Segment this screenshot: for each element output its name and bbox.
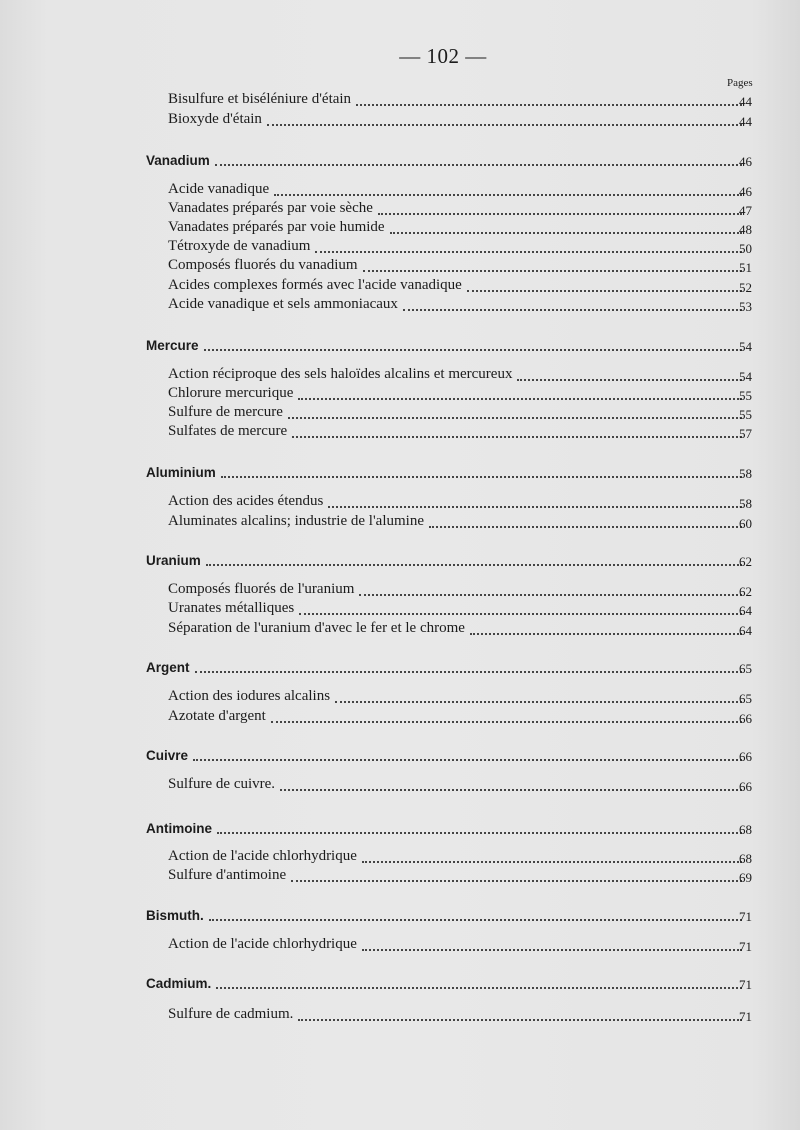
dot-leader	[390, 232, 742, 234]
toc-entry-row	[0, 599, 800, 619]
entry-title: Bisulfure et biséléniure d'étain	[168, 91, 352, 107]
toc-entry-row	[0, 1005, 800, 1025]
toc-section-row	[0, 657, 800, 677]
toc-entry-row	[0, 90, 800, 110]
toc-section-row	[0, 335, 800, 355]
entry-title: Aluminates alcalins; industrie de l'alumine	[168, 513, 424, 529]
dot-leader	[470, 633, 742, 635]
entry-title: Uranates métalliques	[168, 600, 295, 616]
entry-title: Composés fluorés du vanadium	[168, 257, 358, 273]
toc-entry-row	[0, 403, 800, 423]
dot-leader	[215, 164, 742, 166]
page-ref: 62	[739, 584, 752, 599]
toc-entry-row	[0, 619, 800, 639]
page-ref: 64	[739, 623, 752, 638]
dot-leader	[195, 671, 743, 673]
page-ref: 57	[739, 426, 752, 441]
entry-title: Action des acides étendus	[168, 493, 324, 509]
toc-entry-row	[0, 256, 800, 276]
dot-leader	[206, 564, 742, 566]
dot-leader	[216, 987, 742, 989]
page-ref: 69	[739, 870, 752, 885]
dot-leader	[299, 613, 742, 615]
page-ref: 71	[739, 909, 752, 924]
dot-leader	[335, 701, 742, 703]
toc-entry-row	[0, 707, 800, 727]
dot-leader	[328, 506, 742, 508]
toc-section-row	[0, 550, 800, 570]
toc-entry-row	[0, 847, 800, 867]
page-ref: 66	[739, 779, 752, 794]
dot-leader	[517, 379, 742, 381]
toc-entry-row	[0, 237, 800, 257]
page-ref: 44	[739, 94, 752, 109]
entry-title: Séparation de l'uranium d'avec le fer et le chrome	[168, 620, 465, 636]
toc-entry-row	[0, 512, 800, 532]
dot-leader	[271, 721, 742, 723]
page-ref: 44	[739, 114, 752, 129]
toc-section-row	[0, 818, 800, 838]
section-title: Argent	[146, 660, 190, 675]
page-ref: 62	[739, 554, 752, 569]
section-title: Uranium	[146, 553, 201, 568]
dot-leader	[274, 194, 742, 196]
page-ref: 53	[739, 299, 752, 314]
toc-entry-row	[0, 492, 800, 512]
dot-leader	[288, 417, 742, 419]
page-ref: 47	[739, 203, 752, 218]
dot-leader	[362, 861, 742, 863]
entry-title: Sulfates de mercure	[168, 423, 288, 439]
dot-leader	[467, 290, 742, 292]
page-ref: 46	[739, 184, 752, 199]
page-ref: 46	[739, 154, 752, 169]
page-ref: 54	[739, 339, 752, 354]
entry-title: Acides complexes formés avec l'acide vanadique	[168, 277, 462, 293]
page-ref: 58	[739, 466, 752, 481]
page-ref: 64	[739, 603, 752, 618]
toc-entry-row	[0, 580, 800, 600]
entry-title: Sulfure d'antimoine	[168, 867, 287, 883]
dot-leader	[298, 1019, 742, 1021]
section-title: Antimoine	[146, 821, 212, 836]
dot-leader	[204, 349, 742, 351]
toc-section-row	[0, 973, 800, 993]
toc-entry-row	[0, 935, 800, 955]
dot-leader	[209, 919, 742, 921]
page-ref: 65	[739, 691, 752, 706]
page-ref: 66	[739, 749, 752, 764]
page-number: — 102 —	[399, 44, 487, 68]
toc-entry-row	[0, 110, 800, 130]
toc-section-row	[0, 745, 800, 765]
toc-entry-row	[0, 365, 800, 385]
page-ref: 71	[739, 1009, 752, 1024]
dot-leader	[193, 759, 742, 761]
dot-leader	[221, 476, 742, 478]
dot-leader	[267, 124, 742, 126]
dot-leader	[363, 270, 742, 272]
toc-entry-row	[0, 295, 800, 315]
dot-leader	[356, 104, 742, 106]
dot-leader	[378, 213, 742, 215]
page-ref: 71	[739, 977, 752, 992]
page-ref: 51	[739, 260, 752, 275]
entry-title: Sulfure de mercure	[168, 404, 283, 420]
entry-title: Chlorure mercurique	[168, 385, 294, 401]
toc-entry-row	[0, 180, 800, 200]
toc-entry-row	[0, 775, 800, 795]
dot-leader	[280, 789, 742, 791]
toc-entry-row	[0, 866, 800, 886]
entry-title: Acide vanadique et sels ammoniacaux	[168, 296, 398, 312]
entry-title: Azotate d'argent	[168, 708, 266, 724]
dot-leader	[362, 949, 742, 951]
toc-entry-row	[0, 687, 800, 707]
section-title: Mercure	[146, 338, 199, 353]
entry-title: Tétroxyde de vanadium	[168, 238, 311, 254]
pages-column-label: Pages	[727, 77, 753, 89]
page-ref: 52	[739, 280, 752, 295]
page-ref: 58	[739, 496, 752, 511]
entry-title: Action réciproque des sels haloïdes alcalins et mercureux	[168, 366, 513, 382]
section-title: Aluminium	[146, 465, 216, 480]
toc-entry-row	[0, 199, 800, 219]
toc-entry-row	[0, 422, 800, 442]
section-title: Cuivre	[146, 748, 189, 763]
page-ref: 66	[739, 711, 752, 726]
toc-section-row	[0, 905, 800, 925]
toc-entry-row	[0, 384, 800, 404]
dot-leader	[298, 398, 742, 400]
toc-section-row	[0, 462, 800, 482]
section-title: Bismuth.	[146, 908, 204, 923]
entry-title: Acide vanadique	[168, 181, 270, 197]
page-ref: 48	[739, 222, 752, 237]
dot-leader	[292, 436, 742, 438]
page-ref: 68	[739, 851, 752, 866]
toc-entry-row	[0, 218, 800, 238]
entry-title: Bioxyde d'étain	[168, 111, 262, 127]
entry-title: Sulfure de cadmium.	[168, 1006, 294, 1022]
page-ref: 65	[739, 661, 752, 676]
page-ref: 68	[739, 822, 752, 837]
entry-title: Action de l'acide chlorhydrique	[168, 848, 357, 864]
toc-section-row	[0, 150, 800, 170]
entry-title: Action des iodures alcalins	[168, 688, 331, 704]
dot-leader	[359, 594, 742, 596]
page-ref: 60	[739, 516, 752, 531]
section-title: Cadmium.	[146, 976, 212, 991]
dot-leader	[429, 526, 742, 528]
dot-leader	[315, 251, 742, 253]
page-ref: 71	[739, 939, 752, 954]
dot-leader	[403, 309, 742, 311]
page-ref: 54	[739, 369, 752, 384]
entry-title: Vanadates préparés par voie humide	[168, 219, 385, 235]
section-title: Vanadium	[146, 153, 210, 168]
page-ref: 50	[739, 241, 752, 256]
page-ref: 55	[739, 407, 752, 422]
dot-leader	[291, 880, 742, 882]
dot-leader	[217, 832, 742, 834]
entry-title: Action de l'acide chlorhydrique	[168, 936, 357, 952]
entry-title: Composés fluorés de l'uranium	[168, 581, 355, 597]
toc-entry-row	[0, 276, 800, 296]
page-ref: 55	[739, 388, 752, 403]
entry-title: Sulfure de cuivre.	[168, 776, 276, 792]
entry-title: Vanadates préparés par voie sèche	[168, 200, 373, 216]
